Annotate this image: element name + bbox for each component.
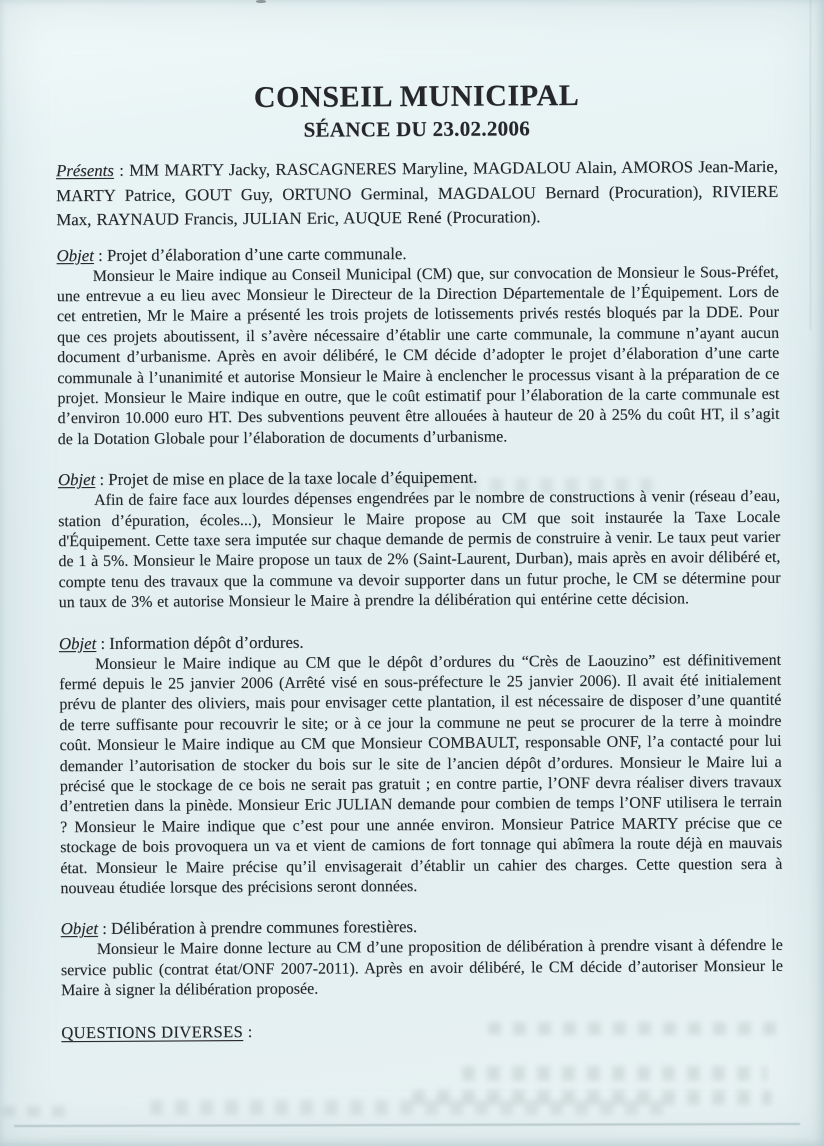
objet-heading-text: : Projet d’élaboration d’une carte communale. [93, 243, 407, 265]
section-heading [59, 628, 781, 653]
section-body: Monsieur le Maire indique au CM que le dépôt d’ordures du “Crès de Laouzino” est définitivement fermé depuis le 25 janvier 2006 (Arrêté visé en sous-préfecture le 25 janvier 2006). Il avait été initialement prévu de planter des oliviers, mais pour envisager cette plantation, il est nécessaire de disposer d’une quantité de terre suffisante pour recouvrir le site; or à ce jour la commune ne peut se procurer de la terre à moindre coût. Monsieur le Maire indique au CM que Monsieur COMBAULT, responsable ONF, l’a contacté pour lui demander l’autorisation de stocker du bois sur le site de l’ancien dépôt d’ordures. Monsieur le Maire lui a précisé que le stockage de ce bois ne serait pas gratuit ; en contre partie, l’ONF devra réaliser divers travaux d’entretien dans la pinède. Monsieur Eric JULIAN demande pour combien de temps l’ONF utilisera le terrain ? Monsieur le Maire indique que c’est pour une année environ. Monsieur Patrice MARTY précise que ce stockage de bois provoquera un va et vient de camions de fort tonnage qui abîmera la route déjà en mauvais état. Monsieur le Maire précise qu’il envisagerait d’établir un cahier des charges. Cette question sera à nouveau étudiée lorsque des précisions seront données. [59, 651, 783, 898]
section-communes-forestieres [61, 914, 783, 1002]
objet-label: Objet [58, 633, 97, 653]
presents-text: : MM MARTY Jacky, RASCAGNERES Maryline, MAGDALOU Alain, AMOROS Jean-Marie, MARTY Patrice, GOUT Guy, ORTUNO Germinal, MAGDALOU Bernard (Procuration), RIVIERE Max, RAYNAUD Francis, JULIAN Eric, AUQUE René (Procuration). [56, 156, 779, 230]
document-title: CONSEIL MUNICIPAL [253, 78, 580, 114]
section-body: Monsieur le Maire donne lecture au CM d’une proposition de délibération à prendre visant à défendre le service public (contrat état/ONF 2007-2011). Après en avoir délibéré, le CM décide d’autoriser Monsieur le Maire à signer la délibération proposée. [60, 937, 783, 1000]
section-heading [58, 465, 780, 490]
objet-heading-text: : Information dépôt d’ordures. [96, 632, 304, 653]
section-body: Afin de faire face aux lourdes dépenses engendrées par le nombre de constructions à venir (réseau d’eau, station d’épuration, écoles...), Monsieur le Maire propose au CM que soit instaurée la Taxe Locale d'Équipement. Cette taxe sera imputée sur chaque demande de permis de construire à venir. Le taux peut varier de 1 à 5%. Monsieur le Maire propose un taux de 2% (Saint-Laurent, Durban), mais après en avoir délibéré et, compte tenu des travaux que la commune va devoir supporter dans un futur proche, le CM se détermine pour un taux de 3% et autorise Monsieur le Maire à prendre la délibération qui entérine cette décision. [58, 487, 781, 612]
objet-label: Objet [56, 245, 94, 265]
section-carte-communale [56, 240, 779, 450]
objet-heading-text: : Délibération à prendre communes forestières. [97, 917, 418, 939]
objet-label: Objet [60, 919, 99, 939]
section-heading [56, 240, 778, 265]
section-heading [61, 914, 783, 939]
questions-diverses-colon: : [243, 1021, 253, 1041]
document-subtitle: SÉANCE DU 23.02.2006 [303, 116, 531, 142]
presents-label: Présents [55, 160, 114, 181]
objet-label: Objet [57, 470, 96, 490]
objet-heading-text: : Projet de mise en place de la taxe locale d’équipement. [95, 467, 478, 490]
questions-diverses-label: QUESTIONS DIVERSES [61, 1021, 244, 1042]
attendees-paragraph [56, 155, 778, 233]
section-depot-ordures [59, 628, 783, 899]
questions-diverses-heading [61, 1017, 783, 1043]
section-taxe-locale [58, 465, 781, 614]
section-body: Monsieur le Maire indique au Conseil Municipal (CM) que, sur convocation de Monsieur le Sous-Préfet, une entrevue a eu lieu avec Monsieur le Directeur de la Direction Départementale de l’Équipement. Lors de cet entretien, Mr le Maire a présenté les trois projets de lotissements privés restés bloqués par la DDE. Pour que ces projets aboutissent, il s’avère nécessaire d’établir une carte communale, la commune n’ayant aucun document d’urbanisme. Après en avoir délibéré, le CM décide d’adopter le projet d’élaboration d’une carte communale à l’unanimité et autorise Monsieur le Maire à enclencher le processus visant à la préparation de ce projet. Monsieur le Maire indique en outre, que le coût estimatif pour l’élaboration de la carte communale est d’environ 10.000 euro HT. Des subventions peuvent être allouées à hauteur de 20 à 25% du coût HT, il s’agit de la Dotation Globale pour l’élaboration de documents d’urbanisme. [56, 263, 780, 448]
